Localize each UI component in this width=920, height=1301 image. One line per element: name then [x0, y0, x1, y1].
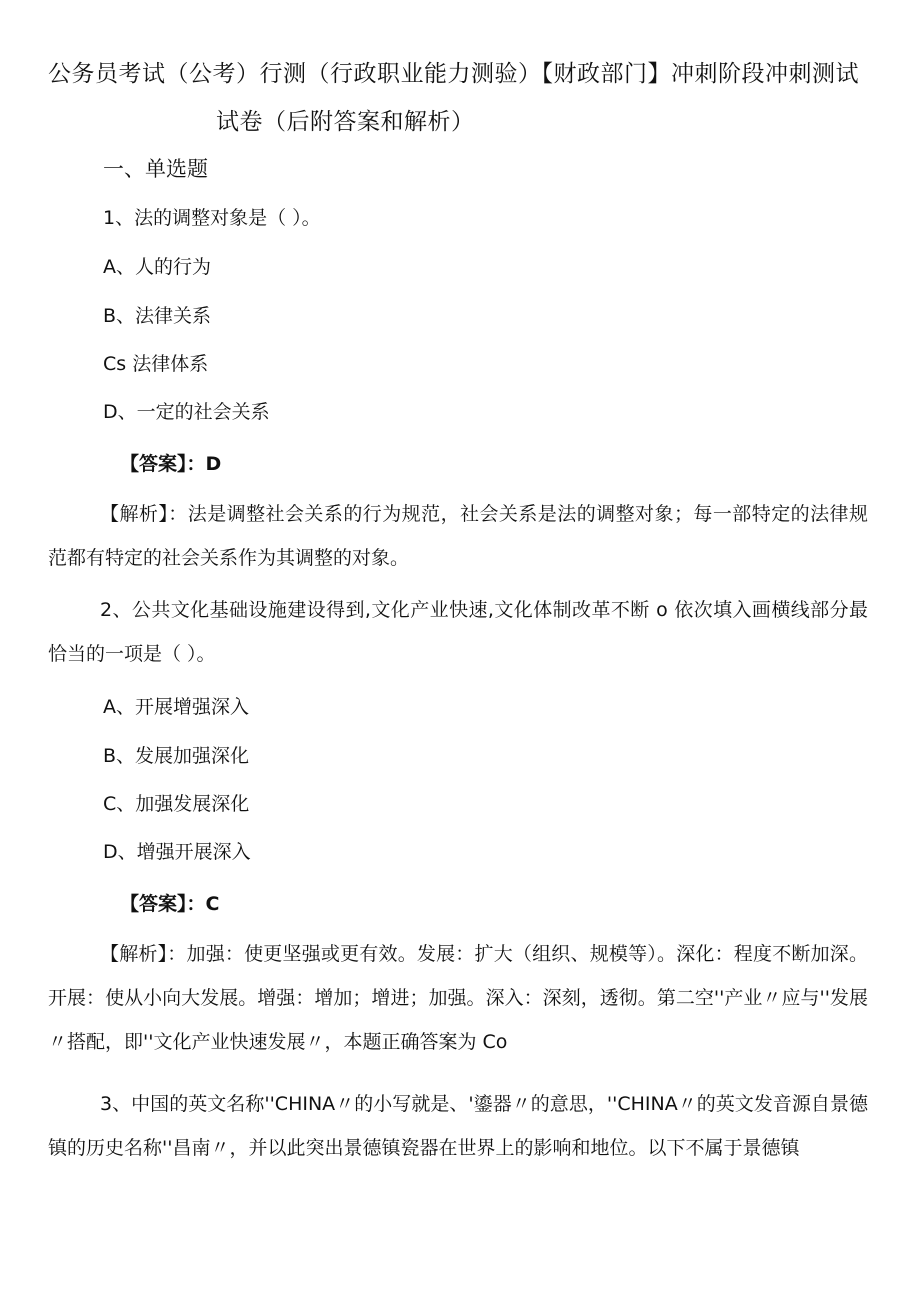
q1-answer: 【答案】：D	[120, 453, 222, 475]
q2-option-b: B、发展加强深化	[103, 745, 250, 767]
q2-stem: 2、公共文化基础设施建设得到,文化产业快速,文化体制改革不断 o 依次填入画横线部分最恰当的一项是（ ）。	[48, 599, 868, 665]
q1-option-d: D、一定的社会关系	[103, 401, 270, 423]
q2-option-c: C、加强发展深化	[103, 793, 250, 815]
q1-option-b: B、法律关系	[103, 305, 212, 327]
q2-option-a: A、开展增强深入	[103, 696, 249, 718]
q2-answer: 【答案】：C	[120, 893, 220, 915]
q1-analysis: 【解析】：法是调整社会关系的行为规范，社会关系是法的调整对象；每一部特定的法律规范都有特定的社会关系作为其调整的对象。	[48, 503, 868, 569]
q1-option-a: A、人的行为	[103, 256, 211, 278]
section-heading: 一、单选题	[103, 157, 208, 181]
q2-analysis: 【解析】：加强：使更坚强或更有效。发展：扩大（组织、规模等）。深化：程度不断加深。开展：使从小向大发展。增强：增加；增进；加强。深入：深刻，透彻。第二空''产业〃应与''发展〃搭配，即''文化产业快速发展〃，本题正确答案为 Co	[48, 943, 868, 1053]
q1-option-c: Cs 法律体系	[103, 353, 209, 375]
document-title	[48, 50, 878, 146]
q3-stem: 3、中国的英文名称''CHINA〃的小写就是、'鎏器〃的意思，''CHINA〃的英文发音源自景德镇的历史名称''昌南〃，并以此突出景德镇瓷器在世界上的影响和地位。以下不属于景德镇	[48, 1093, 868, 1159]
q2-option-d: D、增强开展深入	[103, 841, 251, 863]
q1-stem: 1、法的调整对象是（ ）。	[103, 207, 321, 229]
title-line-2: 试卷（后附答案和解析）	[216, 109, 475, 135]
title-line-1: 公务员考试（公考）行测（行政职业能力测验）【财政部门】冲刺阶段冲刺测试	[48, 61, 859, 87]
